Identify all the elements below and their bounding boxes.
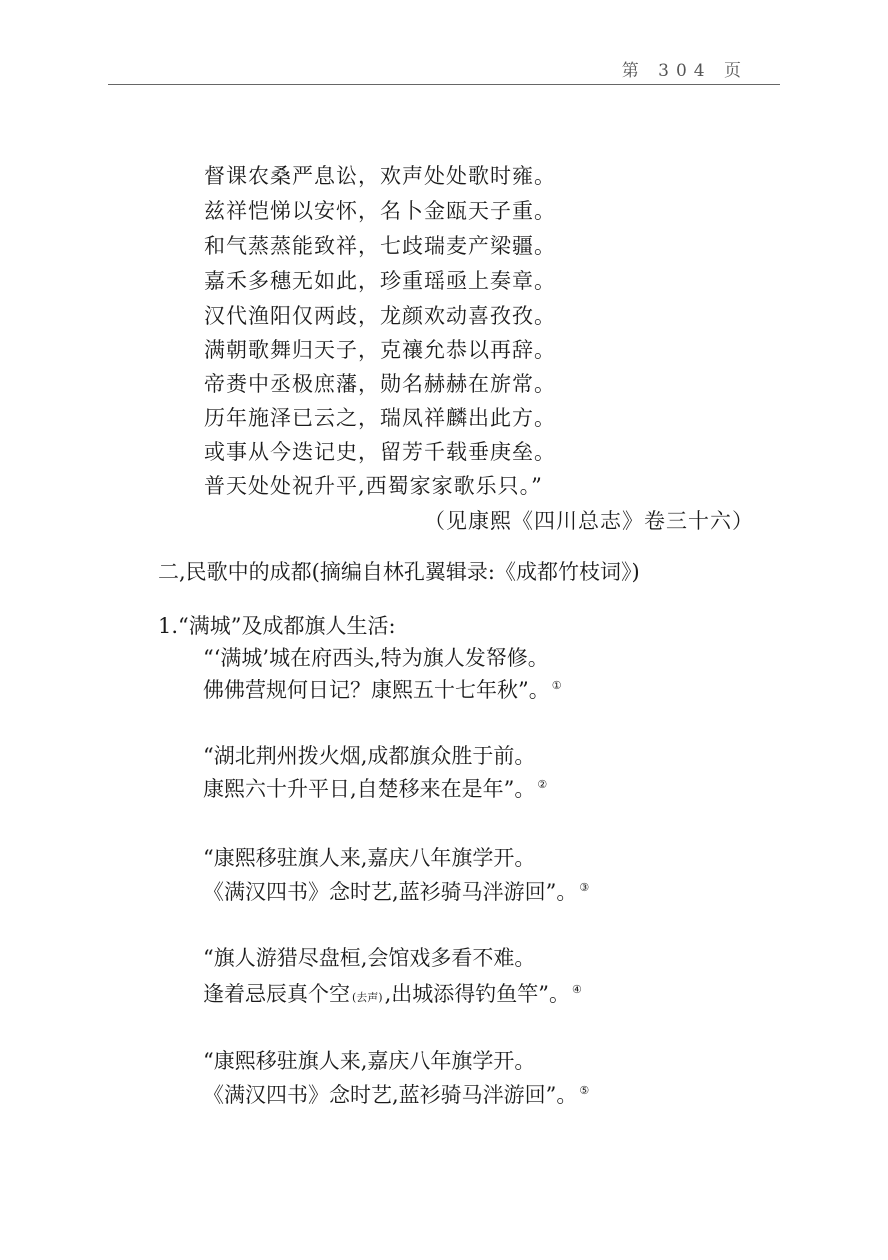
footnote-marker: ④	[572, 983, 582, 996]
subsection-title: 1.“满城”及成都旗人生活:	[158, 614, 396, 638]
footnote-marker: ②	[537, 778, 548, 791]
verse-line: “康熙移驻旗人来,嘉庆八年旗学开。	[203, 846, 536, 870]
page-header	[108, 50, 780, 85]
verse-line	[203, 1081, 589, 1109]
verse-line	[203, 775, 547, 803]
footnote-marker: ③	[579, 881, 590, 894]
verse-line	[203, 676, 562, 704]
verse-line	[203, 878, 589, 906]
poem-source: （见康熙《四川总志》卷三十六）	[424, 509, 754, 533]
verse-line: “‘满城’城在府西头,特为旗人发帑修。	[203, 646, 549, 670]
poem-line: 和气蒸蒸能致祥，七歧瑞麦产梁疆。	[204, 234, 556, 258]
poem-line: 帝赉中丞极庶藩，勋名赫赫在旂常。	[204, 372, 556, 396]
verse-text: 逢着忌辰真个空	[203, 982, 350, 1006]
poem-line: 督课农桑严息讼，欢声处处歌时雍。	[204, 164, 556, 188]
poem-line: 兹祥恺悌以安怀，名卜金瓯天子重。	[204, 199, 556, 223]
footnote-marker: ⑤	[579, 1084, 590, 1097]
poem-line: 历年施泽已云之，瑞凤祥麟出此方。	[204, 406, 556, 430]
section-title: 二,民歌中的成都(摘编自林孔翼辑录:《成都竹枝词》)	[158, 560, 640, 584]
footnote-marker: ①	[551, 679, 562, 692]
page-number: 第 304 页	[621, 61, 748, 81]
verse-line: “旗人游猎尽盘桓,会馆戏多看不难。	[203, 946, 536, 970]
poem-line: 嘉禾多穗无如此，珍重瑶亟上奏章。	[204, 269, 556, 293]
verse-text: 佛佛营规何日记？康熙五十七年秋”。	[203, 678, 550, 702]
verse-line: “康熙移驻旗人来,嘉庆八年旗学开。	[203, 1049, 536, 1073]
poem-line: 汉代渔阳仅两歧，龙颜欢动喜孜孜。	[204, 304, 556, 328]
verse-text: 康熙六十升平日,自楚移来在是年”。	[203, 777, 536, 801]
verse-text: 《满汉四书》念时艺,蓝衫骑马泮游回”。	[203, 1083, 578, 1107]
poem-line: 普天处处祝升平,西蜀家家歌乐只。”	[204, 474, 543, 498]
poem-line: 或事从今迭记史，留芳千载垂庚垒。	[204, 440, 556, 464]
pronunciation-note: (去声)	[352, 991, 383, 1004]
poem-line: 满朝歌舞归天子，克禳允恭以再辞。	[204, 338, 556, 362]
verse-line	[203, 980, 582, 1012]
verse-line: “湖北荆州拨火烟,成都旗众胜于前。	[203, 744, 536, 768]
verse-text: ,出城添得钓鱼竿”。	[384, 982, 571, 1006]
verse-text: 《满汉四书》念时艺,蓝衫骑马泮游回”。	[203, 880, 578, 904]
